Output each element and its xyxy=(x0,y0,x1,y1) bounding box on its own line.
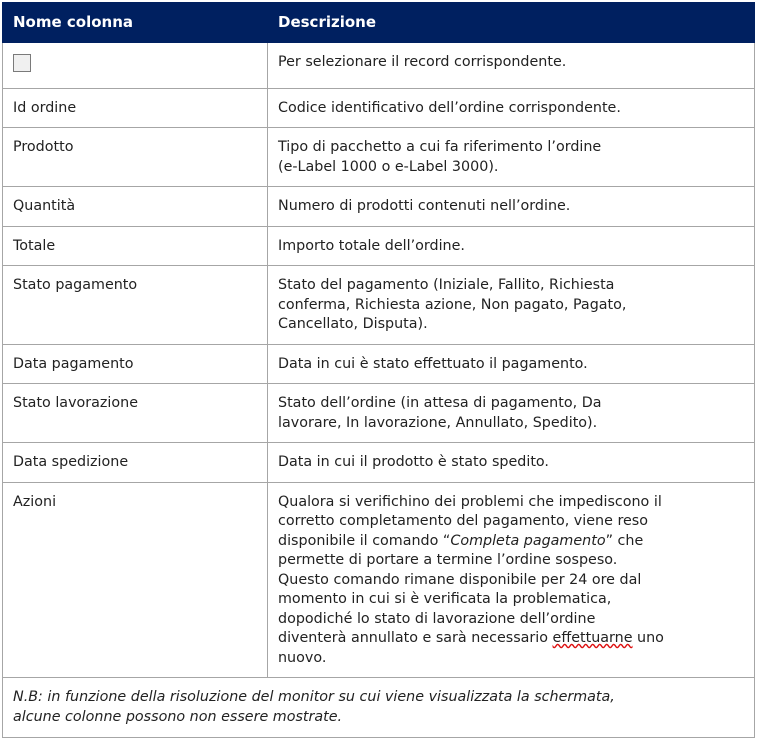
table-row xyxy=(3,266,755,345)
row-name: Azioni xyxy=(3,482,268,678)
checkbox-icon xyxy=(13,54,31,72)
row-desc: Data in cui è stato effettuato il pagamento. xyxy=(268,344,755,384)
desc-line: dopodiché lo stato di lavorazione dell’ordine xyxy=(278,610,596,627)
header-descrizione: Descrizione xyxy=(268,3,755,43)
row-desc: Importo totale dell’ordine. xyxy=(268,226,755,266)
desc-line: Questo comando rimane disponibile per 24 ore dal xyxy=(278,571,642,588)
table-row xyxy=(3,88,755,128)
row-name: Stato pagamento xyxy=(3,266,268,345)
row-name xyxy=(3,43,268,89)
row-name: Stato lavorazione xyxy=(3,384,268,443)
table-row xyxy=(3,226,755,266)
row-name: Id ordine xyxy=(3,88,268,128)
desc-line: Tipo di pacchetto a cui fa riferimento l’ordine xyxy=(278,139,602,155)
desc-line: lavorare, In lavorazione, Annullato, Spedito). xyxy=(278,414,598,431)
desc-line: permette di portare a termine l’ordine sospeso. xyxy=(278,552,618,568)
desc-line: momento in cui si è verificata la problematica, xyxy=(278,591,612,607)
desc-line: corretto completamento del pagamento, viene reso xyxy=(278,513,648,529)
columns-description-table xyxy=(2,2,755,738)
table-row xyxy=(3,187,755,227)
note-line: alcune colonne possono non essere mostrate. xyxy=(13,708,343,725)
table-row xyxy=(3,128,755,187)
table-row xyxy=(3,482,755,678)
desc-text: diventerà annullato e sarà necessario xyxy=(278,630,553,646)
desc-text: uno xyxy=(632,630,664,646)
row-desc xyxy=(268,266,755,345)
spellcheck-word: effettuarne xyxy=(552,630,633,646)
desc-text: disponibile il comando “ xyxy=(278,532,451,549)
row-desc: Data in cui il prodotto è stato spedito. xyxy=(268,443,755,483)
row-desc: Codice identificativo dell’ordine corrispondente. xyxy=(268,88,755,128)
desc-line: conferma, Richiesta azione, Non pagato, Pagato, xyxy=(278,296,627,313)
desc-line: Stato dell’ordine (in attesa di pagamento, Da xyxy=(278,395,602,411)
row-name: Quantità xyxy=(3,187,268,227)
note xyxy=(3,678,755,738)
desc-line: (e-Label 1000 o e-Label 3000). xyxy=(278,158,499,175)
note-row xyxy=(3,678,755,738)
command-name: Completa pagamento xyxy=(450,532,606,549)
table-row xyxy=(3,443,755,483)
row-name: Prodotto xyxy=(3,128,268,187)
table-row xyxy=(3,344,755,384)
row-desc: Numero di prodotti contenuti nell’ordine. xyxy=(268,187,755,227)
header-nome-colonna: Nome colonna xyxy=(3,3,268,43)
row-desc xyxy=(268,384,755,443)
desc-line: nuovo. xyxy=(278,649,327,666)
table-row xyxy=(3,43,755,89)
row-desc xyxy=(268,482,755,678)
table-row xyxy=(3,384,755,443)
row-name: Totale xyxy=(3,226,268,266)
row-desc: Per selezionare il record corrispondente. xyxy=(268,43,755,89)
note-line: N.B: in funzione della risoluzione del monitor su cui viene visualizzata la schermata, xyxy=(13,689,615,705)
row-name: Data pagamento xyxy=(3,344,268,384)
desc-text: ” che xyxy=(605,532,644,549)
desc-line: Cancellato, Disputa). xyxy=(278,316,428,332)
table-header-row xyxy=(3,3,755,43)
desc-line: Stato del pagamento (Iniziale, Fallito, Richiesta xyxy=(278,277,615,293)
row-name: Data spedizione xyxy=(3,443,268,483)
row-desc xyxy=(268,128,755,187)
desc-line: Qualora si verifichino dei problemi che impediscono il xyxy=(278,493,662,510)
